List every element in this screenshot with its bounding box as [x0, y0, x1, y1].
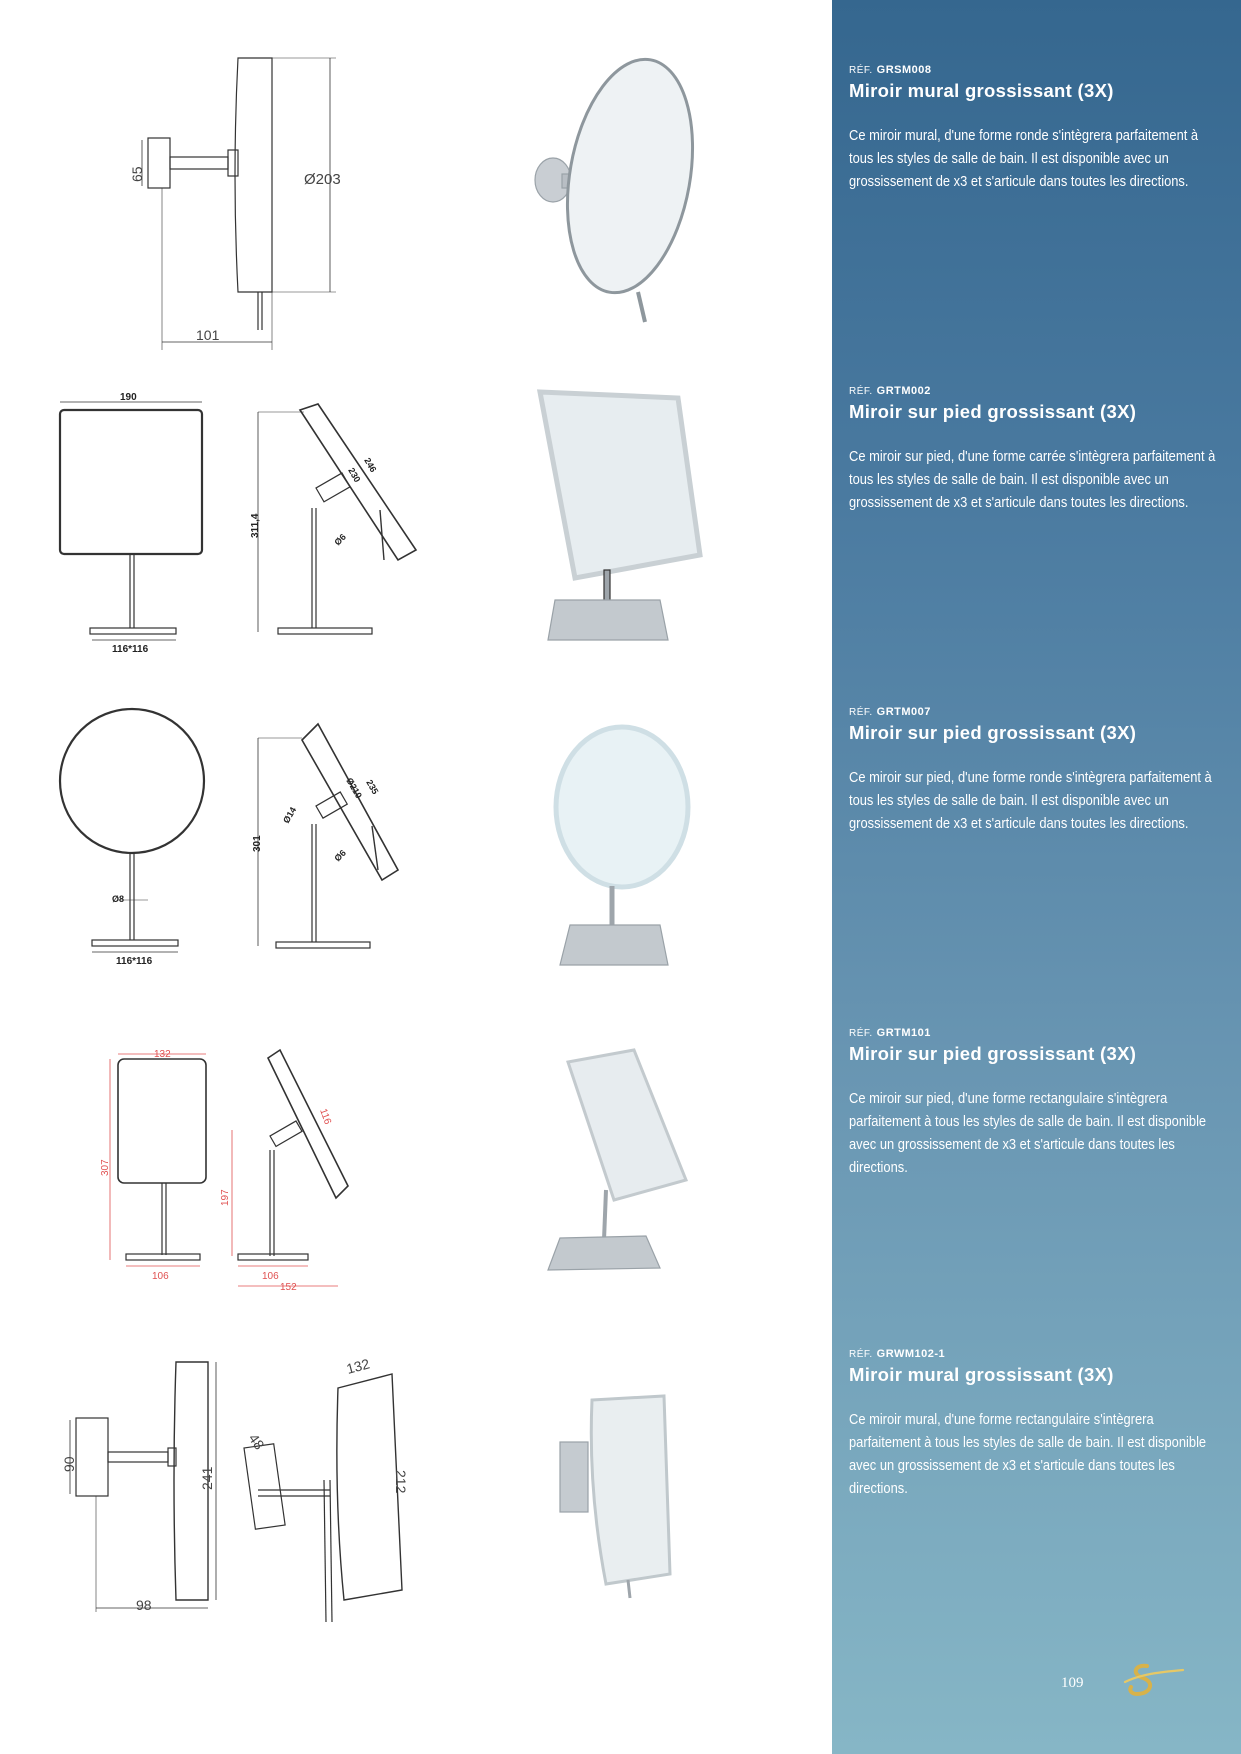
photo-grsm008	[535, 49, 710, 322]
dim-307: 307	[100, 1159, 111, 1176]
dim-48: 48	[245, 1430, 268, 1453]
dim-d8: Ø8	[112, 894, 125, 904]
dim-197: 197	[220, 1189, 231, 1206]
dim-241: 241	[199, 1466, 215, 1490]
product-grwm102-1	[849, 1348, 1224, 1500]
product-description: Ce miroir mural, d'une forme rectangulaire s'intègrera parfaitement à tous les styles de salle de bain. Il est disponible avec un grossissement de x3 et s'articule dans toutes les directions.	[849, 1411, 1207, 1497]
page-number: 109	[1061, 1675, 1084, 1691]
ref-code: GRWM102-1	[876, 1348, 946, 1360]
dim-98: 98	[136, 1597, 152, 1613]
photo-grtm101	[548, 1050, 686, 1270]
dim-132-b: 132	[344, 1355, 372, 1377]
product-description: Ce miroir mural, d'une forme ronde s'intègrera parfaitement à tous les styles de salle de bain. Il est disponible avec un grossissement de x3 et s'articule dans toutes les directions.	[849, 127, 1199, 190]
dim-d6-b: Ø6	[332, 847, 348, 864]
product-title: Miroir mural grossissant (3X)	[849, 80, 1114, 101]
dim-246: 246	[362, 456, 379, 475]
dim-65: 65	[129, 166, 145, 182]
drawing-grtm101	[100, 1049, 348, 1293]
brand-logo-icon	[1117, 1660, 1187, 1702]
dim-301: 301	[252, 835, 263, 852]
ref-label: RÉF.	[849, 1349, 873, 1360]
dim-116: 116	[317, 1107, 333, 1127]
dim-235: 235	[364, 778, 381, 797]
dim-116x116-b: 116*116	[116, 956, 153, 967]
drawing-grtm002	[60, 392, 416, 655]
ref-code: GRTM002	[876, 385, 931, 397]
ref-label: RÉF.	[849, 1028, 873, 1039]
ref-code: GRTM101	[876, 1027, 931, 1039]
dim-d6: Ø6	[332, 531, 348, 548]
product-ref	[849, 1027, 1224, 1039]
photo-grtm007	[556, 727, 688, 965]
drawing-grsm008	[129, 58, 341, 350]
dim-90: 90	[61, 1456, 77, 1472]
ref-label: RÉF.	[849, 707, 873, 718]
dim-190: 190	[120, 392, 137, 403]
product-ref	[849, 706, 1224, 718]
dim-132: 132	[154, 1049, 171, 1060]
product-title: Miroir mural grossissant (3X)	[849, 1364, 1114, 1385]
ref-label: RÉF.	[849, 65, 873, 76]
ref-code: GRTM007	[876, 706, 931, 718]
dim-106-b: 106	[262, 1271, 279, 1282]
product-title: Miroir sur pied grossissant (3X)	[849, 401, 1137, 422]
dim-212: 212	[393, 1470, 409, 1494]
dim-152: 152	[280, 1282, 297, 1293]
product-ref	[849, 385, 1224, 397]
product-description: Ce miroir sur pied, d'une forme carrée s'intègrera parfaitement à tous les styles de salle de bain. Il est disponible avec un grossissement de x3 et s'articule dans toutes les directions.	[849, 448, 1216, 511]
dim-116x116: 116*116	[112, 644, 149, 655]
dim-203: Ø203	[304, 171, 341, 188]
product-description: Ce miroir sur pied, d'une forme rectangulaire s'intègrera parfaitement à tous les styles de salle de bain. Il est disponible avec un grossissement de x3 et s'articule dans toutes les directions.	[849, 1090, 1207, 1176]
dim-d210: Ø210	[344, 776, 364, 801]
product-grsm008	[849, 64, 1224, 193]
drawing-grwm102	[61, 1355, 409, 1622]
product-grtm007	[849, 706, 1224, 835]
dim-230: 230	[346, 466, 363, 485]
dim-106: 106	[152, 1271, 169, 1282]
drawing-grtm007	[60, 709, 398, 967]
product-grtm002	[849, 385, 1224, 514]
product-title: Miroir sur pied grossissant (3X)	[849, 1043, 1137, 1064]
product-grtm101	[849, 1027, 1224, 1179]
product-ref	[849, 1348, 1224, 1360]
description-panel	[832, 0, 1241, 1754]
ref-code: GRSM008	[876, 64, 932, 76]
photo-grwm102	[560, 1396, 670, 1598]
dim-311: 311,4	[250, 513, 261, 538]
dim-101: 101	[196, 327, 220, 343]
dim-d14: Ø14	[281, 805, 299, 825]
product-title: Miroir sur pied grossissant (3X)	[849, 722, 1137, 743]
product-description: Ce miroir sur pied, d'une forme ronde s'intègrera parfaitement à tous les styles de salle de bain. Il est disponible avec un grossissement de x3 et s'articule dans toutes les directions.	[849, 769, 1212, 832]
product-ref	[849, 64, 1224, 76]
ref-label: RÉF.	[849, 386, 873, 397]
photo-grtm002	[540, 392, 700, 640]
